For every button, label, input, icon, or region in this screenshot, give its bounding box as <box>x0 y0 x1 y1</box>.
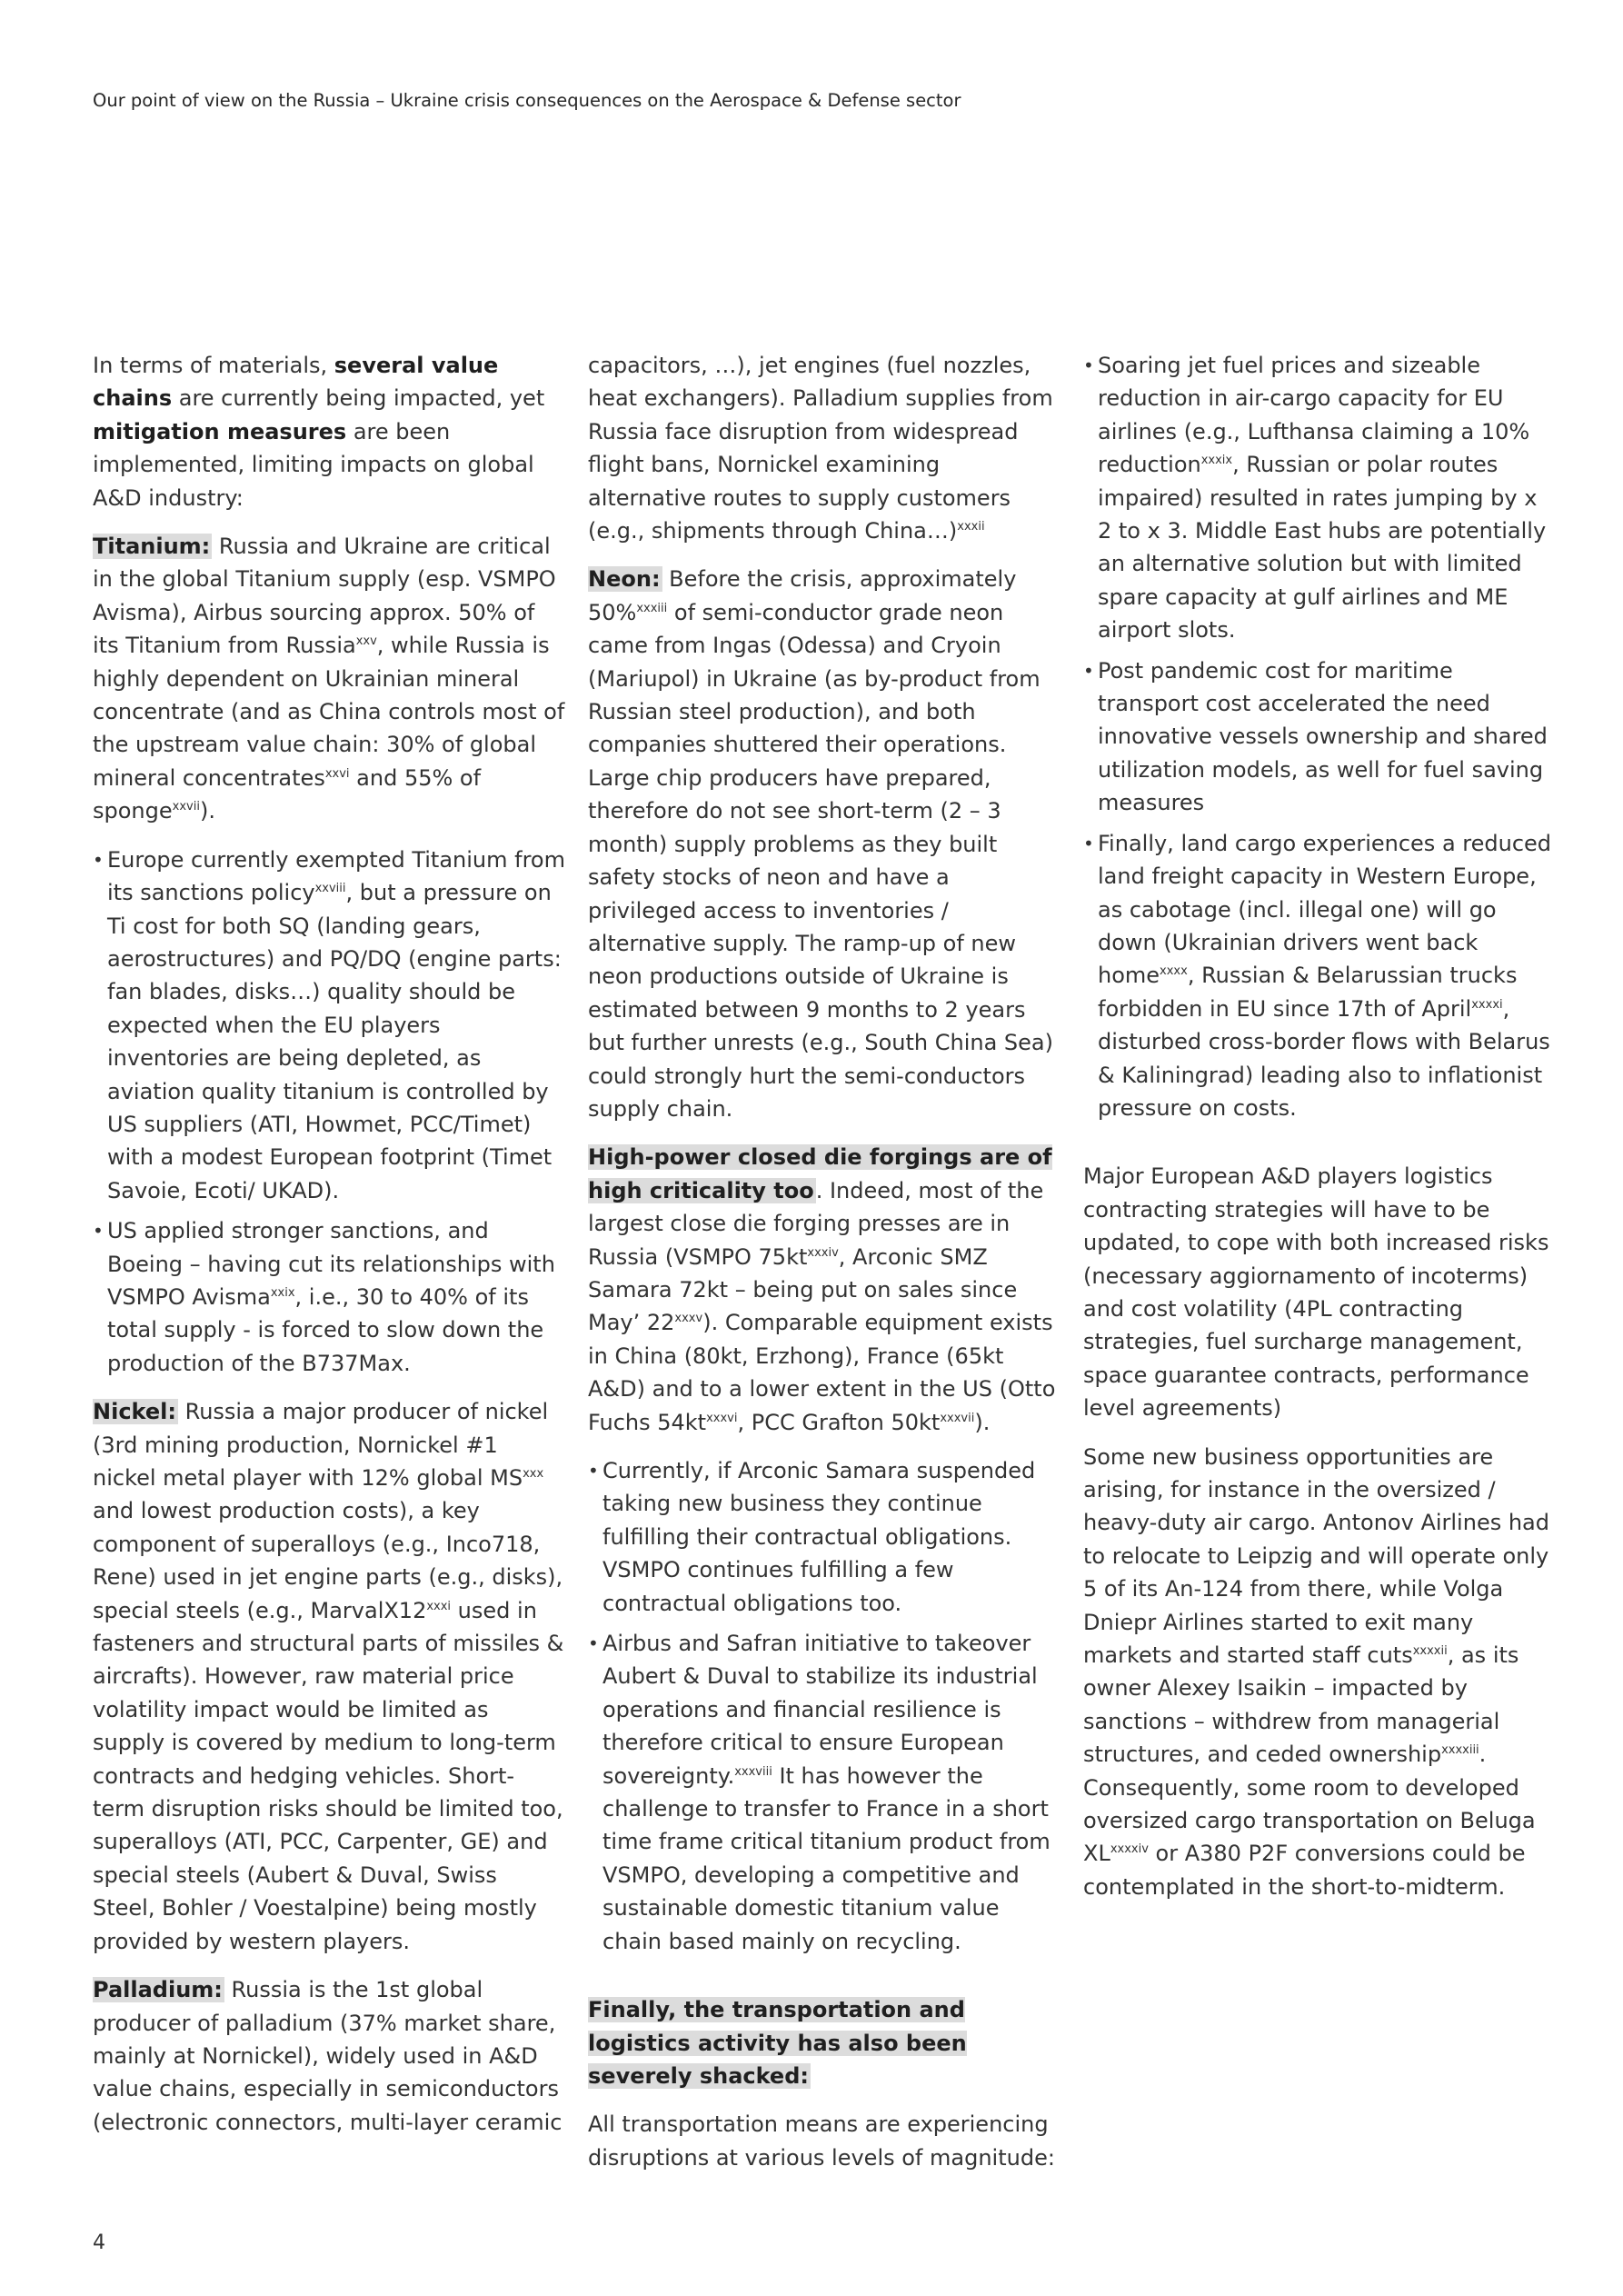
neon-paragraph: Neon: Before the crisis, approximately 50%$^{xxxiii}$ of semi-conductor grade neon came from Ingas (Odessa) and Cryoin (Mariupol) in Ukraine (as by-product from Russian steel production), and both companies shuttered their operations. Large chip producers have prepared, therefore do not see short-term (2 – 3 month) supply problems as they built safety stocks of neon and have a privileged access to inventories / alternative supply. The ramp-up of new neon productions outside of Ukraine is estimated between 9 months to 2 years but further unrests (e.g., South China Sea) could strongly hurt the semi-conductors supply chain. <box>588 566 1053 1122</box>
forgings-bullets <box>588 1454 1060 1958</box>
list-item: • US applied stronger sanctions, and Boeing – having cut its relationships with VSMPO Avisma$^{xxix}$, i.e., 30 to 40% of its total supply - is forced to slow down the production of the B737Max. <box>93 1214 565 1380</box>
column-2 <box>588 349 1060 2190</box>
transport-intro: All transportation means are experiencing disruptions at various levels of magnitude: <box>588 2111 1055 2171</box>
titanium-bullets <box>93 844 565 1381</box>
forgings-paragraph: High-power closed die forgings are of high criticality too. Indeed, most of the largest close die forging presses are in Russia (VSMPO $75kt^{xxxiv}$, Arconic SMZ Samara 72kt – being put on sales since May’ 22$^{xxxv}$). Comparable equipment exists in China (80kt, Erzhong), France (65kt A&D) and to a lower extent in the US (Otto Fuchs $54kt^{xxxvi}$, PCC Grafton $50kt^{xxxvii}$). <box>588 1144 1056 1435</box>
forgings-label: High-power closed die forgings are of high criticality too <box>588 1144 1052 1203</box>
page-number: 4 <box>93 2231 105 2254</box>
nickel-label: Nickel: <box>93 1399 176 1425</box>
palladium-label: Palladium: <box>93 1977 223 2003</box>
column-1 <box>93 349 565 2154</box>
list-item: • Soaring jet fuel prices and sizeable reduction in air-cargo capacity for EU airlines (e.g., Lufthansa claiming a 10% reduction$^{xxxix}$, Russian or polar routes impaired) resulted in rates jumping by x 2 to x 3. Middle East hubs are potentially an alternative solution but with limited spare capacity at gulf airlines and ME airport slots. <box>1083 349 1556 647</box>
opportunities-paragraph: Some new business opportunities are arising, for instance in the oversized / heavy-duty air cargo. Antonov Airlines had to relocate to Leipzig and will operate only 5 of its An-124 from there, while Volga Dniepr Airlines started to exit many markets and started staff cuts$^{xxxxii}$, as its owner Alexey Isaikin – impacted by sanctions – withdrew from managerial structures, and ceded ownership$^{xxxxiii}$. Consequently, some room to developed oversized cargo transportation on Beluga $XL^{xxxxiv}$ or A380 P2F conversions could be contemplated in the short-to-midterm. <box>1083 1443 1549 1900</box>
palladium-continued: capacitors, …), jet engines (fuel nozzles, heat exchangers). Palladium supplies from Russia face disruption from widespread flight bans, Nornickel examining alternative routes to supply customers (e.g., shipments through China…)$^{xxxii}$ <box>588 353 1053 544</box>
nickel-paragraph: Nickel: Russia a major producer of nickel (3rd mining production, Nornickel #1 nickel metal player with 12% global MS$^{xxx}$ and lowest production costs), a key component of superalloys (e.g., Inco718, Rene) used in jet engine parts (e.g., disks), special steels (e.g., MarvalX12$^{xxxi}$ used in fasteners and structural parts of missiles & aircrafts). However, raw material price volatility impact would be limited as supply is covered by medium to long-term contracts and hedging vehicles. Short-term disruption risks should be limited too, superalloys (ATI, PCC, Carpenter, GE) and special steels (Aubert & Duval, Swiss Steel, Bohler / Voestalpine) being mostly provided by western players. <box>93 1399 564 1954</box>
column-3 <box>1083 349 1556 1919</box>
neon-label: Neon: <box>588 566 661 593</box>
list-item: • Airbus and Safran initiative to takeover Aubert & Duval to stabilize its industrial operations and financial resilience is therefore critical to ensure European sovereignty.$^{xxxviii}$ It has however the challenge to transfer to France in a short time frame critical titanium product from VSMPO, developing a competitive and sustainable domestic titanium value chain based mainly on recycling. <box>588 1627 1060 1958</box>
transport-bullets <box>1083 349 1556 1124</box>
list-item: • Finally, land cargo experiences a reduced land freight capacity in Western Europe, as cabotage (incl. illegal one) will go down (Ukrainian drivers went back home$^{xxxx}$, Russian & Belarussian trucks forbidden in EU since 17th of April$^{xxxxi}$, disturbed cross-border flows with Belarus & Kaliningrad) leading also to inflationist pressure on costs. <box>1083 827 1556 1125</box>
list-item: • Currently, if Arconic Samara suspended taking new business they continue fulfilling their contractual obligations. VSMPO continues fulfilling a few contractual obligations too. <box>588 1454 1060 1620</box>
running-header: Our point of view on the Russia – Ukraine crisis consequences on the Aerospace & Defense sector <box>93 90 961 111</box>
transport-heading: Finally, the transportation and logistics activity has also been severely shacked: <box>588 1997 967 2089</box>
list-item: • Europe currently exempted Titanium from its sanctions policy$^{xxviii}$, but a pressure on Ti cost for both SQ (landing gears, aerostructures) and PQ/DQ (engine parts: fan blades, disks…) quality should be expected when the EU players inventories are being depleted, as aviation quality titanium is controlled by US suppliers (ATI, Howmet, PCC/Timet) with a modest European footprint (Timet Savoie, Ecoti/ UKAD). <box>93 844 565 1207</box>
titanium-paragraph: Titanium: Russia and Ukraine are critical in the global Titanium supply (esp. VSMPO Avisma), Airbus sourcing approx. 50% of its Titanium from Russia$^{xxv}$, while Russia is highly dependent on Ukrainian mineral concentrate (and as China controls most of the upstream value chain: 30% of global mineral concentrates$^{xxvi}$ and 55% of sponge$^{xxvii}$). <box>93 534 565 824</box>
palladium-paragraph: Palladium: Russia is the 1st global producer of palladium (37% market share, mainly at Nornickel), widely used in A&D value chains, especially in semiconductors (electronic connectors, multi-layer ceramic <box>93 1977 563 2135</box>
list-item: • Post pandemic cost for maritime transport cost accelerated the need innovative vessels ownership and shared utilization models, as well for fuel saving measures <box>1083 654 1556 820</box>
titanium-label: Titanium: <box>93 534 211 560</box>
logistics-strategy-paragraph: Major European A&D players logistics contracting strategies will have to be updated, to cope with both increased risks (necessary aggiornamento of incoterms) and cost volatility (4PL contracting strategies, fuel surcharge management, space guarantee contracts, performance level agreements) <box>1083 1163 1549 1422</box>
materials-intro: In terms of materials, several value chains are currently being impacted, yet mitigation measures are been implemented, limiting impacts on global A&D industry: <box>93 353 545 511</box>
